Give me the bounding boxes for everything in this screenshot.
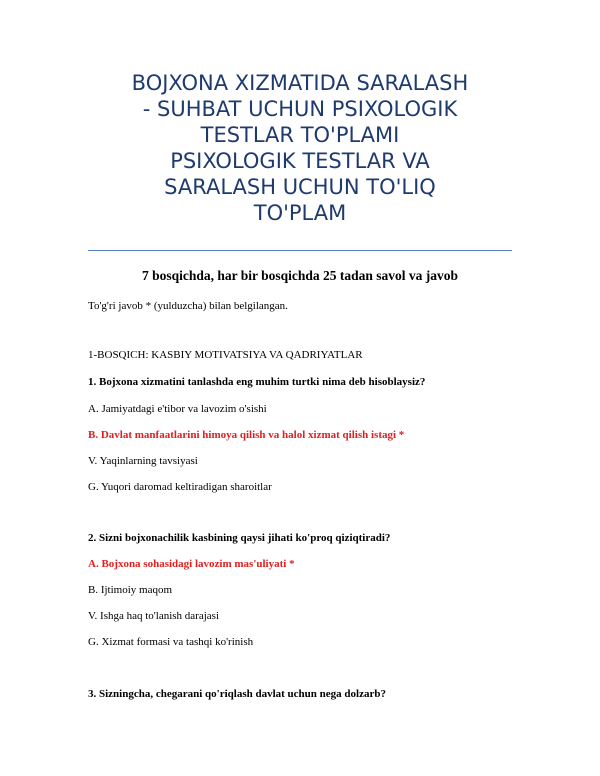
title-line: PSIXOLOGIK TESTLAR VA (170, 149, 430, 173)
section-heading: 1-BOSQICH: KASBIY MOTIVATSIYA VA QADRIYATLAR (88, 349, 363, 361)
answer-option: G. Xizmat formasi va tashqi ko'rinish (88, 636, 254, 648)
title-line: BOJXONA XIZMATIDA SARALASH (131, 71, 469, 95)
answer-option: A. Jamiyatdagi e'tibor va lavozim o'sishi (88, 403, 267, 415)
title-line: TO'PLAM (253, 201, 347, 225)
answer-option: V. Yaqinlarning tavsiyasi (88, 455, 198, 467)
title-divider (88, 250, 512, 251)
question-text: 2. Sizni bojxonachilik kasbining qaysi jihati ko'proq qiziqtiradi? (88, 532, 391, 544)
title-line: SARALASH UCHUN TO'LIQ (164, 175, 436, 199)
question-text: 1. Bojxona xizmatini tanlashda eng muhim turtki nima deb hisoblaysiz? (88, 376, 426, 388)
answer-option: B. Ijtimoiy maqom (88, 584, 173, 596)
question-text: 3. Sizningcha, chegarani qo'riqlash davlat uchun nega dolzarb? (88, 688, 386, 700)
answer-option: G. Yuqori daromad keltiradigan sharoitlar (88, 481, 272, 493)
title-line: - SUHBAT UCHUN PSIXOLOGIK (142, 97, 458, 121)
answer-option-correct: B. Davlat manfaatlarini himoya qilish va halol xizmat qilish istagi * (88, 429, 405, 441)
document-subtitle: 7 bosqichda, har bir bosqichda 25 tadan savol va javob (141, 268, 459, 283)
document-title (88, 70, 512, 226)
answer-option-correct: A. Bojxona sohasidagi lavozim mas'uliyati * (88, 558, 295, 570)
answer-option: V. Ishga haq to'lanish darajasi (88, 610, 220, 622)
answer-key-note: To'g'ri javob * (yulduzcha) bilan belgilangan. (88, 300, 288, 312)
title-line: TESTLAR TO'PLAMI (200, 123, 400, 147)
